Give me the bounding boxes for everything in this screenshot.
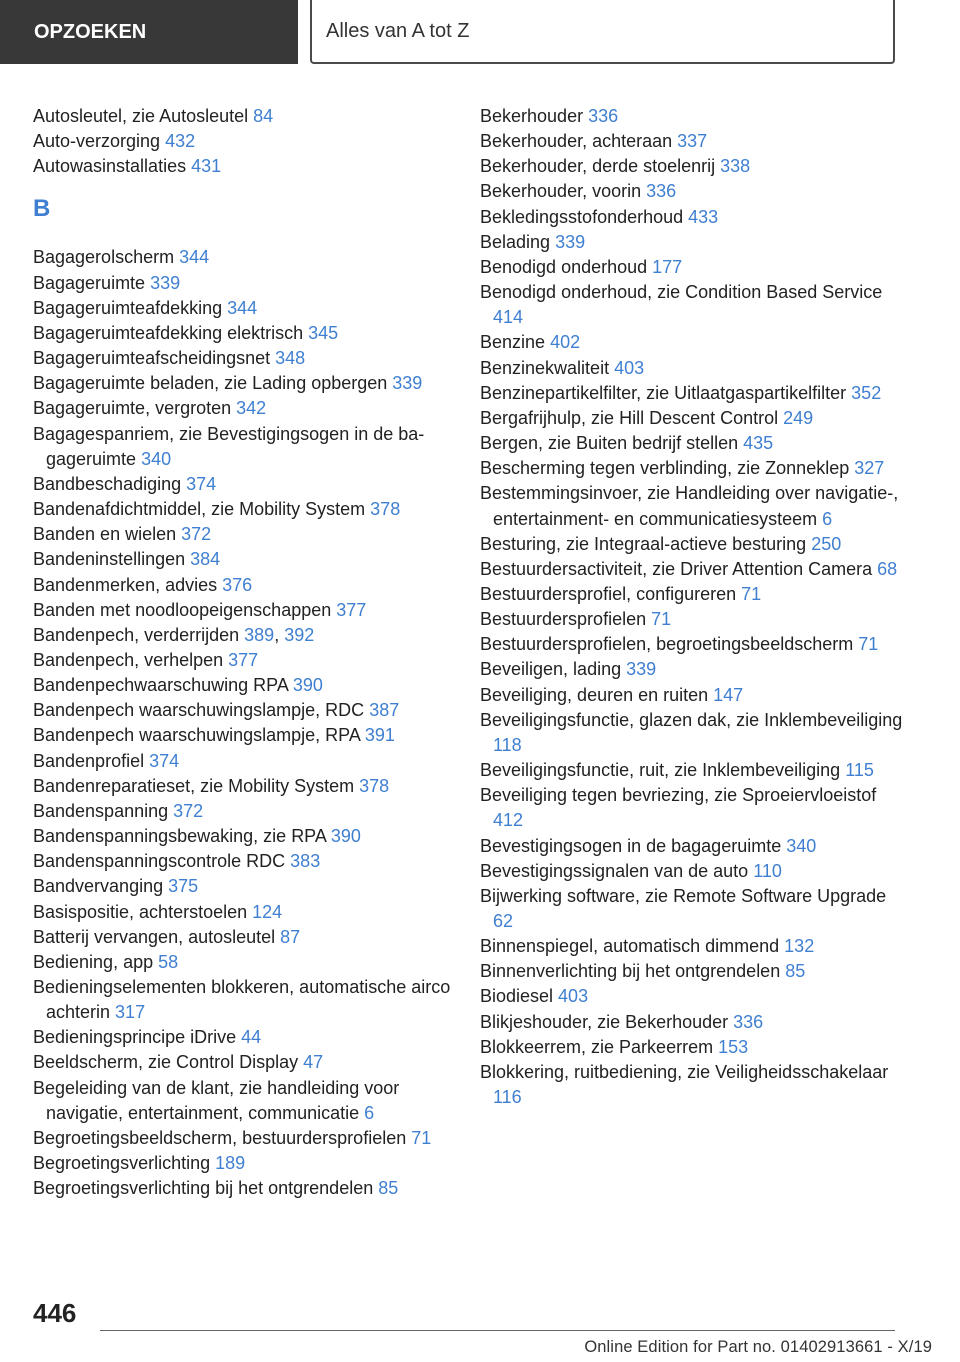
index-entry: [480, 834, 910, 859]
entry-term: Beveiliging tegen bevriezing, zie Sproeiervloeistof: [480, 785, 877, 806]
entry-term: Beveiligingsfunctie, glazen dak, zie Inklembeveiliging: [480, 709, 903, 730]
index-entry: [480, 104, 910, 129]
entry-term: Bagageruimte beladen, zie Lading opbergen: [33, 373, 393, 394]
index-entry: [33, 1076, 453, 1126]
page-reference-link[interactable]: 87: [280, 926, 301, 947]
page-reference-link[interactable]: 377: [336, 599, 367, 620]
section-letter: B: [33, 195, 51, 223]
page-reference-link[interactable]: 116: [493, 1087, 522, 1108]
entry-term: Blokkeerrem, zie Parkeerrem: [480, 1036, 719, 1057]
index-entry: [33, 547, 453, 572]
page-reference-link[interactable]: 383: [290, 851, 321, 872]
index-entry: [33, 371, 453, 396]
index-entry: [480, 255, 910, 280]
page-reference-link[interactable]: 403: [558, 986, 589, 1007]
page-reference-link[interactable]: 342: [236, 398, 267, 419]
entry-term: Bandenpech waarschuwingslampje, RDC: [33, 700, 370, 721]
page-reference-link[interactable]: 124: [252, 901, 283, 922]
page-reference-link[interactable]: 374: [186, 473, 217, 494]
page-reference-link[interactable]: 378: [359, 775, 390, 796]
index-group-b-continued: [480, 104, 910, 1110]
page-reference-link[interactable]: 337: [677, 131, 708, 152]
page-reference-link[interactable]: 115: [845, 760, 874, 781]
index-entry: [33, 1176, 453, 1201]
page-reference-link[interactable]: 132: [784, 936, 815, 957]
page-reference-link[interactable]: 249: [783, 407, 814, 428]
entry-term: Bandbeschadiging: [33, 473, 187, 494]
index-entry: [480, 481, 910, 531]
index-entry: [33, 396, 453, 421]
page-reference-link[interactable]: 68: [877, 558, 898, 579]
index-entry: [480, 657, 910, 682]
page-reference-link[interactable]: 85: [378, 1178, 399, 1199]
index-entry: [33, 271, 453, 296]
entry-term: Benzine: [480, 332, 551, 353]
entry-term: Banden met noodloopeigenschappen: [33, 599, 337, 620]
index-entry: [33, 799, 453, 824]
entry-term: Bagageruimteafdekking: [33, 297, 228, 318]
index-entry: [33, 925, 453, 950]
entry-term: Belading: [480, 231, 556, 252]
index-entry: [33, 296, 453, 321]
entry-term: Bediening, app: [33, 951, 159, 972]
page-reference-link[interactable]: 375: [168, 876, 199, 897]
index-entry: [480, 330, 910, 355]
entry-term: Begroetingsbeeldscherm, bestuurdersprofielen: [33, 1127, 412, 1148]
page-reference-link[interactable]: 85: [785, 961, 806, 982]
entry-term: Bandenspanningscontrole RDC: [33, 851, 291, 872]
entry-term: Bekerhouder: [480, 106, 589, 126]
entry-term: Beeldscherm, zie Control Display: [33, 1052, 304, 1073]
page-reference-link[interactable]: 377: [228, 649, 259, 670]
page-reference-link[interactable]: 71: [411, 1127, 432, 1148]
index-entry: [33, 1126, 453, 1151]
entry-term: Autowasinstallaties: [33, 156, 192, 177]
index-entry: [33, 472, 453, 497]
entry-term: Bagageruimteafdekking elektrisch: [33, 322, 309, 343]
entry-term: Bandenmerken, advies: [33, 574, 223, 595]
entry-term: Blokkering, ruitbediening, zie Veiligheidsschakelaar: [480, 1061, 889, 1082]
page-reference-link[interactable]: 372: [173, 800, 204, 821]
page-reference-link[interactable]: 374: [149, 750, 180, 771]
entry-term: Autosleutel, zie Autosleutel: [33, 106, 254, 126]
footer-edition: Online Edition for Part no. 01402913661 - X/19: [584, 1338, 932, 1356]
index-entry: [480, 984, 910, 1009]
page-reference-link[interactable]: 344: [227, 297, 258, 318]
index-entry: [480, 230, 910, 255]
page-reference-link[interactable]: 47: [303, 1052, 324, 1073]
index-entry: [480, 205, 910, 230]
page-reference-link[interactable]: 44: [241, 1027, 262, 1048]
page-reference-link[interactable]: 336: [646, 181, 677, 202]
page-reference-link[interactable]: 336: [588, 106, 619, 126]
entry-term: Auto-verzorging: [33, 131, 166, 152]
index-entry: [33, 623, 453, 648]
index-entry: [480, 959, 910, 984]
index-entry: [480, 356, 910, 381]
page-reference-link[interactable]: 384: [190, 549, 221, 570]
entry-term: Biodiesel: [480, 986, 559, 1007]
index-entry: [33, 874, 453, 899]
index-entry: [33, 1050, 453, 1075]
index-group-b: [33, 245, 453, 1201]
page-reference-link[interactable]: 340: [786, 835, 817, 856]
entry-term: Bandenprofiel: [33, 750, 150, 771]
index-entry: [480, 557, 910, 582]
page-reference-link[interactable]: 390: [292, 675, 323, 696]
entry-term: Beveiligen, lading: [480, 659, 627, 680]
entry-term: Bekerhouder, derde stoelenrij: [480, 156, 721, 177]
page-number: 446: [33, 1298, 77, 1328]
index-entry: [480, 154, 910, 179]
page-reference-link[interactable]: 118: [493, 734, 522, 755]
entry-term: Bescherming tegen verblinding, zie Zonneklep: [480, 458, 855, 479]
entry-term: Bandenpechwaarschuwing RPA: [33, 675, 293, 696]
index-entry: [480, 381, 910, 406]
index-entry: [33, 1025, 453, 1050]
entry-term: Benodigd onderhoud, zie Condition Based Service: [480, 282, 883, 303]
entry-term: Bedieningselementen blokkeren, automatische airco achterin: [33, 977, 451, 1023]
index-entry: [480, 532, 910, 557]
page-reference-link[interactable]: 338: [720, 156, 751, 177]
page-reference-link[interactable]: 412: [493, 810, 524, 831]
entry-term: Begroetingsverlichting bij het ontgrendelen: [33, 1178, 379, 1199]
entry-term: Bagageruimteafscheidingsnet: [33, 348, 276, 369]
index-entry: [33, 900, 453, 925]
page-reference-link[interactable]: 387: [369, 700, 400, 721]
index-entry: [33, 154, 453, 179]
entry-term: Bedieningsprincipe iDrive: [33, 1027, 242, 1048]
page-reference-link[interactable]: 147: [713, 684, 744, 705]
entry-term: Bandenreparatieset, zie Mobility System: [33, 775, 360, 796]
page-reference-link[interactable]: 327: [854, 458, 885, 479]
entry-term: Besturing, zie Integraal-actieve besturing: [480, 533, 812, 554]
index-entry: [33, 522, 453, 547]
index-entry: [480, 783, 910, 833]
entry-term: Bandenpech waarschuwingslampje, RPA: [33, 725, 365, 746]
entry-term: Bandvervanging: [33, 876, 169, 897]
index-entry: [480, 708, 910, 758]
entry-term: Basispositie, achterstoelen: [33, 901, 253, 922]
index-entry: [480, 934, 910, 959]
page-reference-link[interactable]: 352: [851, 382, 882, 403]
entry-term: Bandeninstellingen: [33, 549, 191, 570]
entry-term: Bagagespanriem, zie Bevestigingsogen in de bagageruimte: [33, 423, 425, 469]
entry-term: Bestuurdersactiviteit, zie Driver Attention Camera: [480, 558, 878, 579]
page-reference-link[interactable]: 339: [392, 373, 423, 394]
page-reference-link[interactable]: 110: [753, 860, 782, 881]
index-entry: [480, 884, 910, 934]
entry-term: Bevestigingssignalen van de auto: [480, 860, 754, 881]
page-reference-link[interactable]: 339: [150, 272, 181, 293]
page-reference-link[interactable]: 6: [364, 1102, 375, 1123]
entry-term: Banden en wielen: [33, 524, 182, 545]
index-entry: [33, 104, 453, 129]
entry-term: Bestuurdersprofielen: [480, 609, 652, 630]
page-reference-link[interactable]: 414: [493, 307, 524, 328]
index-entry: [33, 497, 453, 522]
entry-term: Bijwerking software, zie Remote Software Upgrade: [480, 885, 887, 906]
index-entry: [33, 723, 453, 748]
entry-term: Bergen, zie Buiten bedrijf stellen: [480, 433, 744, 454]
entry-term: Bestuurdersprofielen, begroetingsbeeldscherm: [480, 634, 859, 655]
page-reference-link[interactable]: 344: [179, 247, 210, 268]
index-entry: [33, 749, 453, 774]
page-reference-link[interactable]: 336: [733, 1011, 764, 1032]
index-entry: [33, 1151, 453, 1176]
index-entry: [480, 280, 910, 330]
index-entry: [33, 698, 453, 723]
entry-term: Bevestigingsogen in de bagageruimte: [480, 835, 787, 856]
index-entry: [33, 573, 453, 598]
page-reference-link[interactable]: 433: [688, 206, 719, 227]
index-entry: [480, 859, 910, 884]
entry-term: Bagagerolscherm: [33, 247, 180, 268]
page-reference-link[interactable]: 71: [858, 634, 879, 655]
page-reference-link[interactable]: 317: [115, 1002, 146, 1023]
entry-term: Bagageruimte: [33, 272, 151, 293]
entry-term: Binnenverlichting bij het ontgrendelen: [480, 961, 786, 982]
index-entry: [33, 598, 453, 623]
page-reference-link[interactable]: 71: [741, 583, 762, 604]
entry-term: Batterij vervangen, autosleutel: [33, 926, 281, 947]
index-entry: [480, 632, 910, 657]
index-entry: [33, 824, 453, 849]
index-entry: [480, 406, 910, 431]
page-reference-link[interactable]: 372: [181, 524, 212, 545]
index-entry: [480, 456, 910, 481]
page-reference-link[interactable]: 378: [370, 499, 401, 520]
index-group-a: [33, 104, 453, 179]
index-entry: [480, 1035, 910, 1060]
page-reference-link[interactable]: 392: [284, 624, 315, 645]
page-reference-link[interactable]: 376: [222, 574, 253, 595]
page-reference-link[interactable]: 177: [652, 256, 683, 277]
page-reference-link[interactable]: 339: [555, 231, 586, 252]
entry-term: Bandenspanning: [33, 800, 174, 821]
footer-divider: [100, 1330, 895, 1331]
entry-term: Bandenpech, verderrijden: [33, 624, 245, 645]
index-column-left: [33, 104, 453, 1201]
page-reference-link[interactable]: 58: [158, 951, 179, 972]
entry-term: Benzinepartikelfilter, zie Uitlaatgaspartikelfilter: [480, 382, 852, 403]
page-reference-link[interactable]: 389: [244, 624, 275, 645]
entry-term: Benodigd onderhoud: [480, 256, 653, 277]
page-reference-link[interactable]: 340: [141, 448, 172, 469]
index-entry: [33, 321, 453, 346]
page-reference-link[interactable]: 390: [330, 826, 361, 847]
index-entry: [480, 1010, 910, 1035]
index-entry: [33, 673, 453, 698]
page-reference-link[interactable]: 402: [550, 332, 581, 353]
chapter-title: Alles van A tot Z: [310, 0, 895, 64]
page-reference-link[interactable]: 153: [718, 1036, 749, 1057]
index-entry: [33, 346, 453, 371]
index-entry: [480, 431, 910, 456]
entry-term: Blikjeshouder, zie Bekerhouder: [480, 1011, 734, 1032]
entry-term: Begroetingsverlichting: [33, 1153, 216, 1174]
entry-term: Bergafrijhulp, zie Hill Descent Control: [480, 407, 784, 428]
page-reference-link[interactable]: 432: [165, 131, 196, 152]
page-reference-link[interactable]: 71: [651, 609, 672, 630]
page-reference-link[interactable]: 84: [253, 106, 274, 126]
entry-term: Beveiliging, deuren en ruiten: [480, 684, 714, 705]
index-entry: [33, 422, 453, 472]
index-entry: [480, 758, 910, 783]
page-reference-link[interactable]: 250: [811, 533, 842, 554]
entry-term: Bagageruimte, vergroten: [33, 398, 237, 419]
page-reference-link[interactable]: 403: [614, 357, 645, 378]
entry-term: Bestemmingsinvoer, zie Handleiding over navigatie-, entertainment- en communicatiesysteem: [480, 483, 899, 529]
index-entry: [33, 648, 453, 673]
entry-term: Benzinekwaliteit: [480, 357, 615, 378]
index-entry: [33, 774, 453, 799]
entry-term: Bandenspanningsbewaking, zie RPA: [33, 826, 331, 847]
index-entry: [480, 129, 910, 154]
page-header: [0, 0, 960, 66]
index-entry: [33, 849, 453, 874]
page-reference-link[interactable]: 435: [743, 433, 774, 454]
index-entry: [33, 975, 453, 1025]
index-entry: [480, 179, 910, 204]
entry-term: Bestuurdersprofiel, configureren: [480, 583, 742, 604]
index-entry: [480, 582, 910, 607]
page-reference-link[interactable]: 6: [822, 508, 833, 529]
entry-term: Bekledingsstofonderhoud: [480, 206, 689, 227]
page-reference-link[interactable]: 431: [191, 156, 222, 177]
page-reference-link[interactable]: 62: [493, 911, 514, 931]
index-entry: [480, 607, 910, 632]
page-reference-link[interactable]: 348: [275, 348, 306, 369]
index-entry: [33, 245, 453, 270]
entry-term: Begeleiding van de klant, zie handleiding voor navigatie, entertainment, communicatie: [33, 1077, 400, 1123]
entry-separator: ,: [274, 624, 285, 645]
index-entry: [33, 129, 453, 154]
section-tab[interactable]: OPZOEKEN: [0, 0, 298, 64]
index-entry: [480, 1060, 910, 1110]
index-entry: [33, 950, 453, 975]
index-entry: [480, 683, 910, 708]
page-reference-link[interactable]: 391: [364, 725, 395, 746]
page-reference-link[interactable]: 339: [626, 659, 657, 680]
index-column-right: [480, 104, 910, 1110]
page-reference-link[interactable]: 189: [215, 1153, 246, 1174]
entry-term: Bekerhouder, achteraan: [480, 131, 678, 152]
entry-term: Binnenspiegel, automatisch dimmend: [480, 936, 785, 957]
entry-term: Bandenafdichtmiddel, zie Mobility System: [33, 499, 371, 520]
entry-term: Bandenpech, verhelpen: [33, 649, 229, 670]
entry-term: Bekerhouder, voorin: [480, 181, 647, 202]
page-reference-link[interactable]: 345: [308, 322, 339, 343]
entry-term: Beveiligingsfunctie, ruit, zie Inklembeveiliging: [480, 760, 846, 781]
